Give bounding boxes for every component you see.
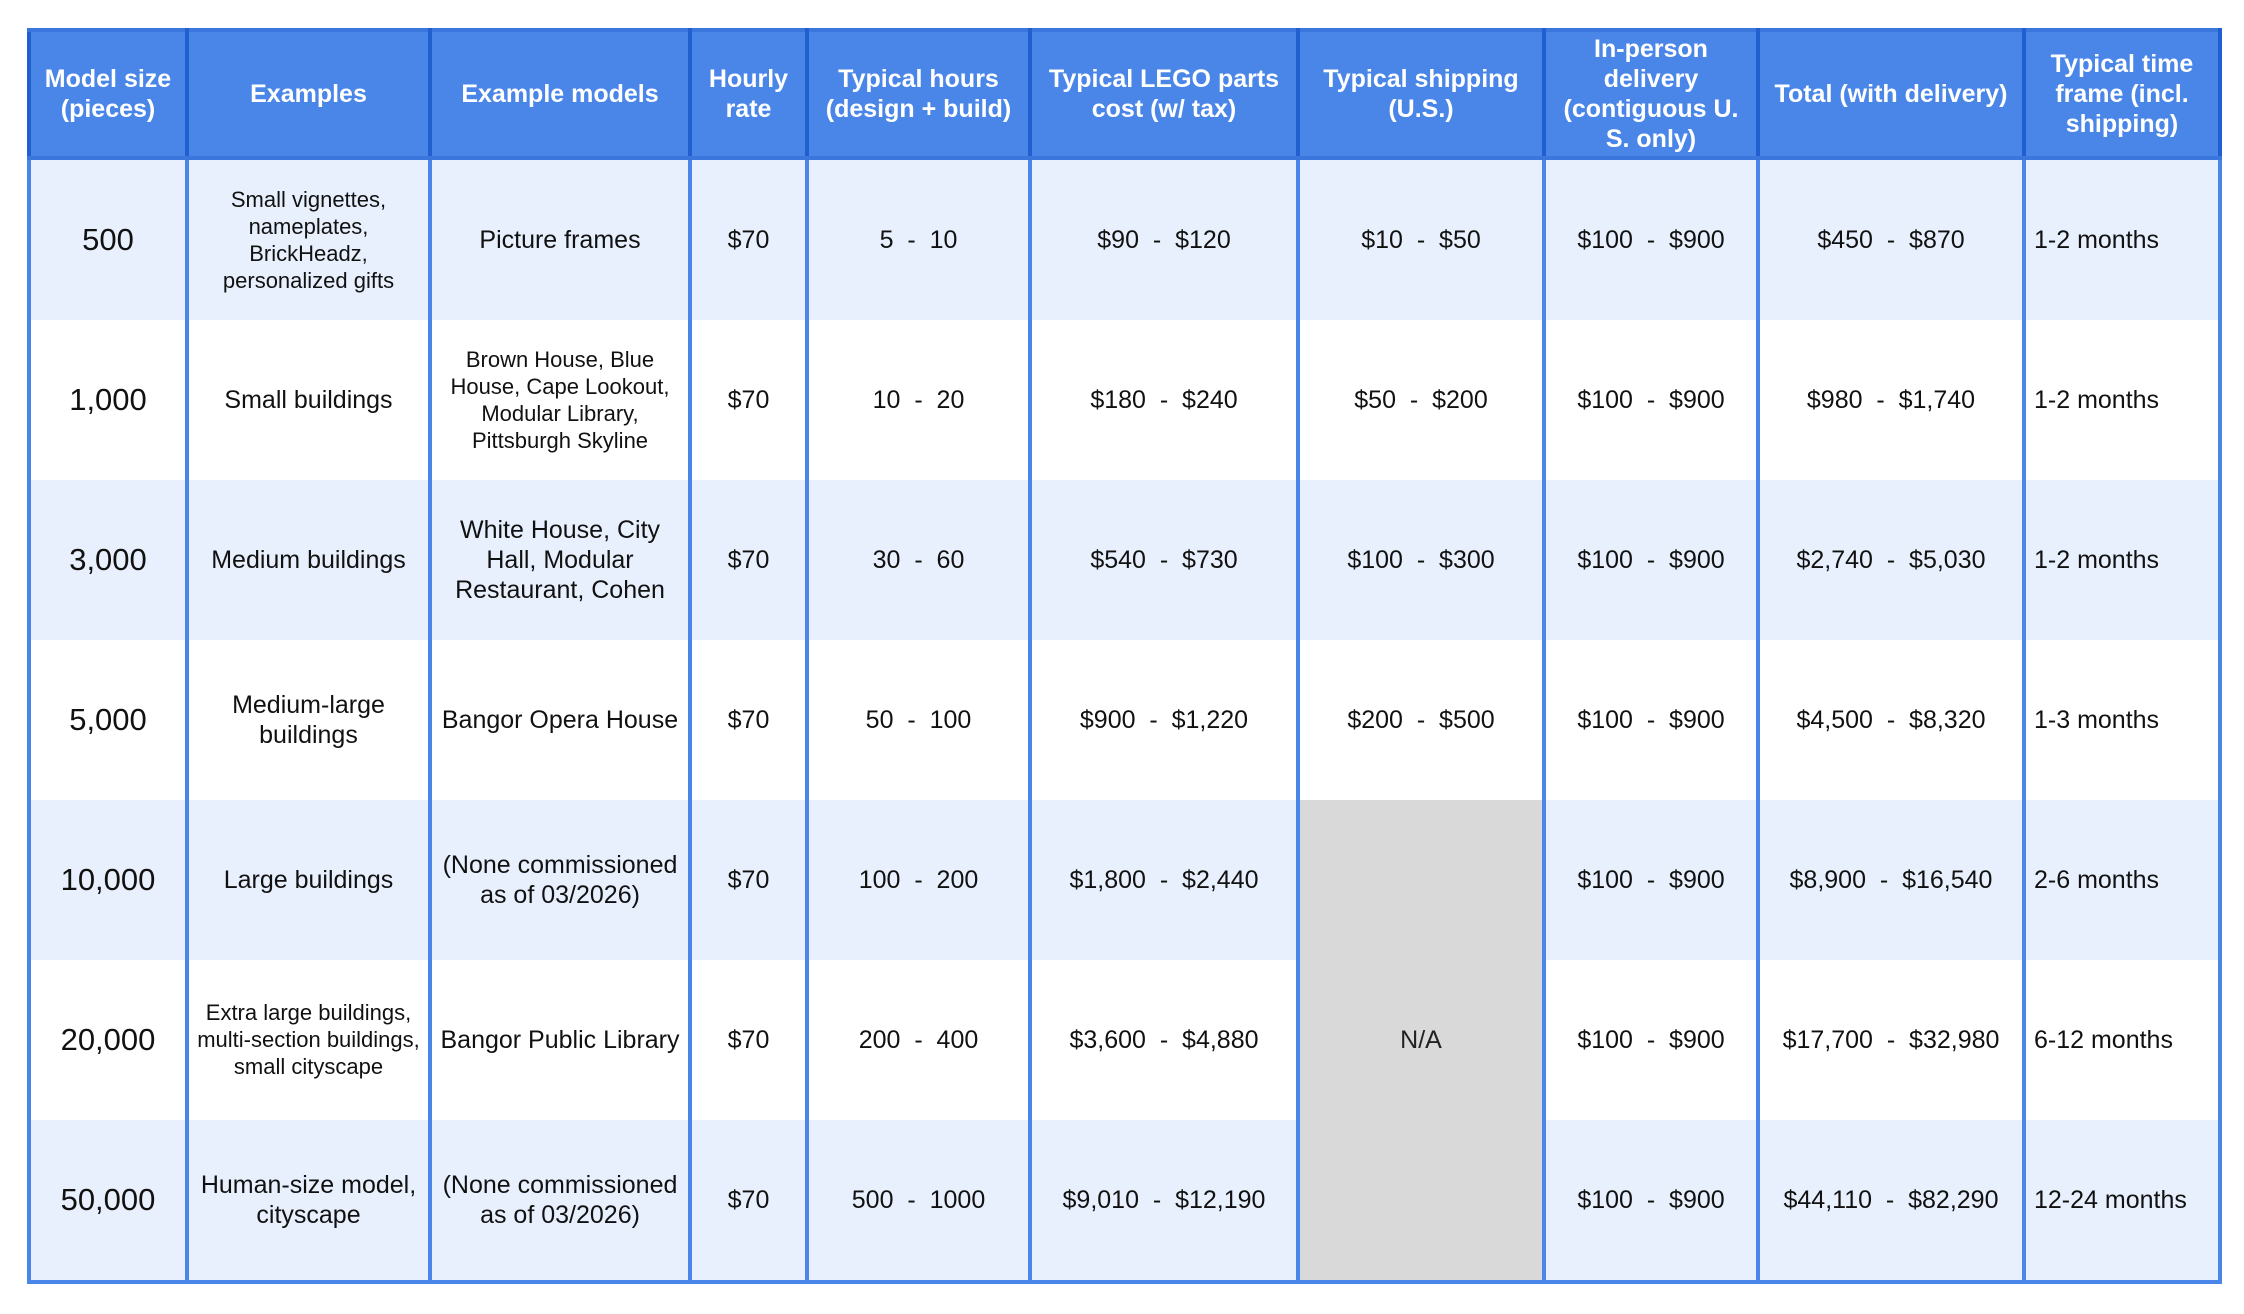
table-row xyxy=(29,960,2220,1120)
cell-time-frame: 1-2 months xyxy=(2024,158,2220,320)
cell-typical-hours: 100 - 200 xyxy=(807,800,1030,960)
cell-typical-hours: 5 - 10 xyxy=(807,158,1030,320)
cell-delivery: $100 - $900 xyxy=(1544,800,1758,960)
cell-shipping: $100 - $300 xyxy=(1298,480,1544,640)
cell-parts-cost: $180 - $240 xyxy=(1030,320,1298,480)
pricing-table xyxy=(27,28,2222,1284)
cell-model-size: 5,000 xyxy=(29,640,187,800)
cell-example-models: Bangor Public Library xyxy=(430,960,690,1120)
cell-hourly-rate: $70 xyxy=(690,1120,807,1282)
cell-parts-cost: $3,600 - $4,880 xyxy=(1030,960,1298,1120)
cell-model-size: 500 xyxy=(29,158,187,320)
cell-total: $450 - $870 xyxy=(1758,158,2024,320)
cell-delivery: $100 - $900 xyxy=(1544,1120,1758,1282)
cell-example-models: Picture frames xyxy=(430,158,690,320)
cell-typical-hours: 50 - 100 xyxy=(807,640,1030,800)
cell-time-frame: 1-3 months xyxy=(2024,640,2220,800)
header-example-models: Example models xyxy=(430,30,690,158)
cell-model-size: 50,000 xyxy=(29,1120,187,1282)
cell-total: $4,500 - $8,320 xyxy=(1758,640,2024,800)
table-row xyxy=(29,1120,2220,1282)
cell-shipping: $200 - $500 xyxy=(1298,640,1544,800)
header-delivery: In-person delivery (contiguous U. S. only) xyxy=(1544,30,1758,158)
cell-time-frame: 2-6 months xyxy=(2024,800,2220,960)
cell-hourly-rate: $70 xyxy=(690,158,807,320)
table-row xyxy=(29,800,2220,960)
cell-example-models: Brown House, Blue House, Cape Lookout, Modular Library, Pittsburgh Skyline xyxy=(430,320,690,480)
cell-shipping: $10 - $50 xyxy=(1298,158,1544,320)
cell-examples: Extra large buildings, multi-section buildings, small cityscape xyxy=(187,960,430,1120)
cell-total: $2,740 - $5,030 xyxy=(1758,480,2024,640)
cell-total: $44,110 - $82,290 xyxy=(1758,1120,2024,1282)
cell-total: $8,900 - $16,540 xyxy=(1758,800,2024,960)
cell-delivery: $100 - $900 xyxy=(1544,480,1758,640)
cell-delivery: $100 - $900 xyxy=(1544,320,1758,480)
cell-examples: Large buildings xyxy=(187,800,430,960)
header-model-size: Model size (pieces) xyxy=(29,30,187,158)
cell-example-models: (None commissioned as of 03/2026) xyxy=(430,1120,690,1282)
header-hourly-rate: Hourly rate xyxy=(690,30,807,158)
cell-shipping-na: N/A xyxy=(1298,800,1544,1282)
table-row xyxy=(29,320,2220,480)
cell-typical-hours: 30 - 60 xyxy=(807,480,1030,640)
cell-model-size: 3,000 xyxy=(29,480,187,640)
cell-total: $17,700 - $32,980 xyxy=(1758,960,2024,1120)
cell-examples: Human-size model, cityscape xyxy=(187,1120,430,1282)
header-parts-cost: Typical LEGO parts cost (w/ tax) xyxy=(1030,30,1298,158)
cell-shipping: $50 - $200 xyxy=(1298,320,1544,480)
pricing-table-container xyxy=(27,28,2218,1284)
cell-time-frame: 1-2 months xyxy=(2024,320,2220,480)
cell-typical-hours: 200 - 400 xyxy=(807,960,1030,1120)
cell-hourly-rate: $70 xyxy=(690,640,807,800)
table-row xyxy=(29,158,2220,320)
cell-typical-hours: 500 - 1000 xyxy=(807,1120,1030,1282)
cell-total: $980 - $1,740 xyxy=(1758,320,2024,480)
cell-delivery: $100 - $900 xyxy=(1544,960,1758,1120)
cell-parts-cost: $540 - $730 xyxy=(1030,480,1298,640)
header-row xyxy=(29,30,2220,158)
cell-example-models: (None commissioned as of 03/2026) xyxy=(430,800,690,960)
header-total: Total (with delivery) xyxy=(1758,30,2024,158)
cell-parts-cost: $9,010 - $12,190 xyxy=(1030,1120,1298,1282)
cell-typical-hours: 10 - 20 xyxy=(807,320,1030,480)
cell-examples: Small vignettes, nameplates, BrickHeadz, personalized gifts xyxy=(187,158,430,320)
table-row xyxy=(29,640,2220,800)
table-row xyxy=(29,480,2220,640)
cell-hourly-rate: $70 xyxy=(690,960,807,1120)
cell-hourly-rate: $70 xyxy=(690,800,807,960)
cell-delivery: $100 - $900 xyxy=(1544,640,1758,800)
cell-time-frame: 1-2 months xyxy=(2024,480,2220,640)
cell-model-size: 20,000 xyxy=(29,960,187,1120)
header-time-frame: Typical time frame (incl. shipping) xyxy=(2024,30,2220,158)
cell-parts-cost: $1,800 - $2,440 xyxy=(1030,800,1298,960)
cell-example-models: Bangor Opera House xyxy=(430,640,690,800)
cell-examples: Medium-large buildings xyxy=(187,640,430,800)
cell-examples: Small buildings xyxy=(187,320,430,480)
cell-time-frame: 12-24 months xyxy=(2024,1120,2220,1282)
cell-examples: Medium buildings xyxy=(187,480,430,640)
cell-model-size: 10,000 xyxy=(29,800,187,960)
cell-model-size: 1,000 xyxy=(29,320,187,480)
cell-hourly-rate: $70 xyxy=(690,480,807,640)
cell-time-frame: 6-12 months xyxy=(2024,960,2220,1120)
header-typical-hours: Typical hours (design + build) xyxy=(807,30,1030,158)
header-examples: Examples xyxy=(187,30,430,158)
cell-example-models: White House, City Hall, Modular Restaurant, Cohen xyxy=(430,480,690,640)
header-shipping: Typical shipping (U.S.) xyxy=(1298,30,1544,158)
cell-parts-cost: $900 - $1,220 xyxy=(1030,640,1298,800)
cell-hourly-rate: $70 xyxy=(690,320,807,480)
cell-delivery: $100 - $900 xyxy=(1544,158,1758,320)
cell-parts-cost: $90 - $120 xyxy=(1030,158,1298,320)
